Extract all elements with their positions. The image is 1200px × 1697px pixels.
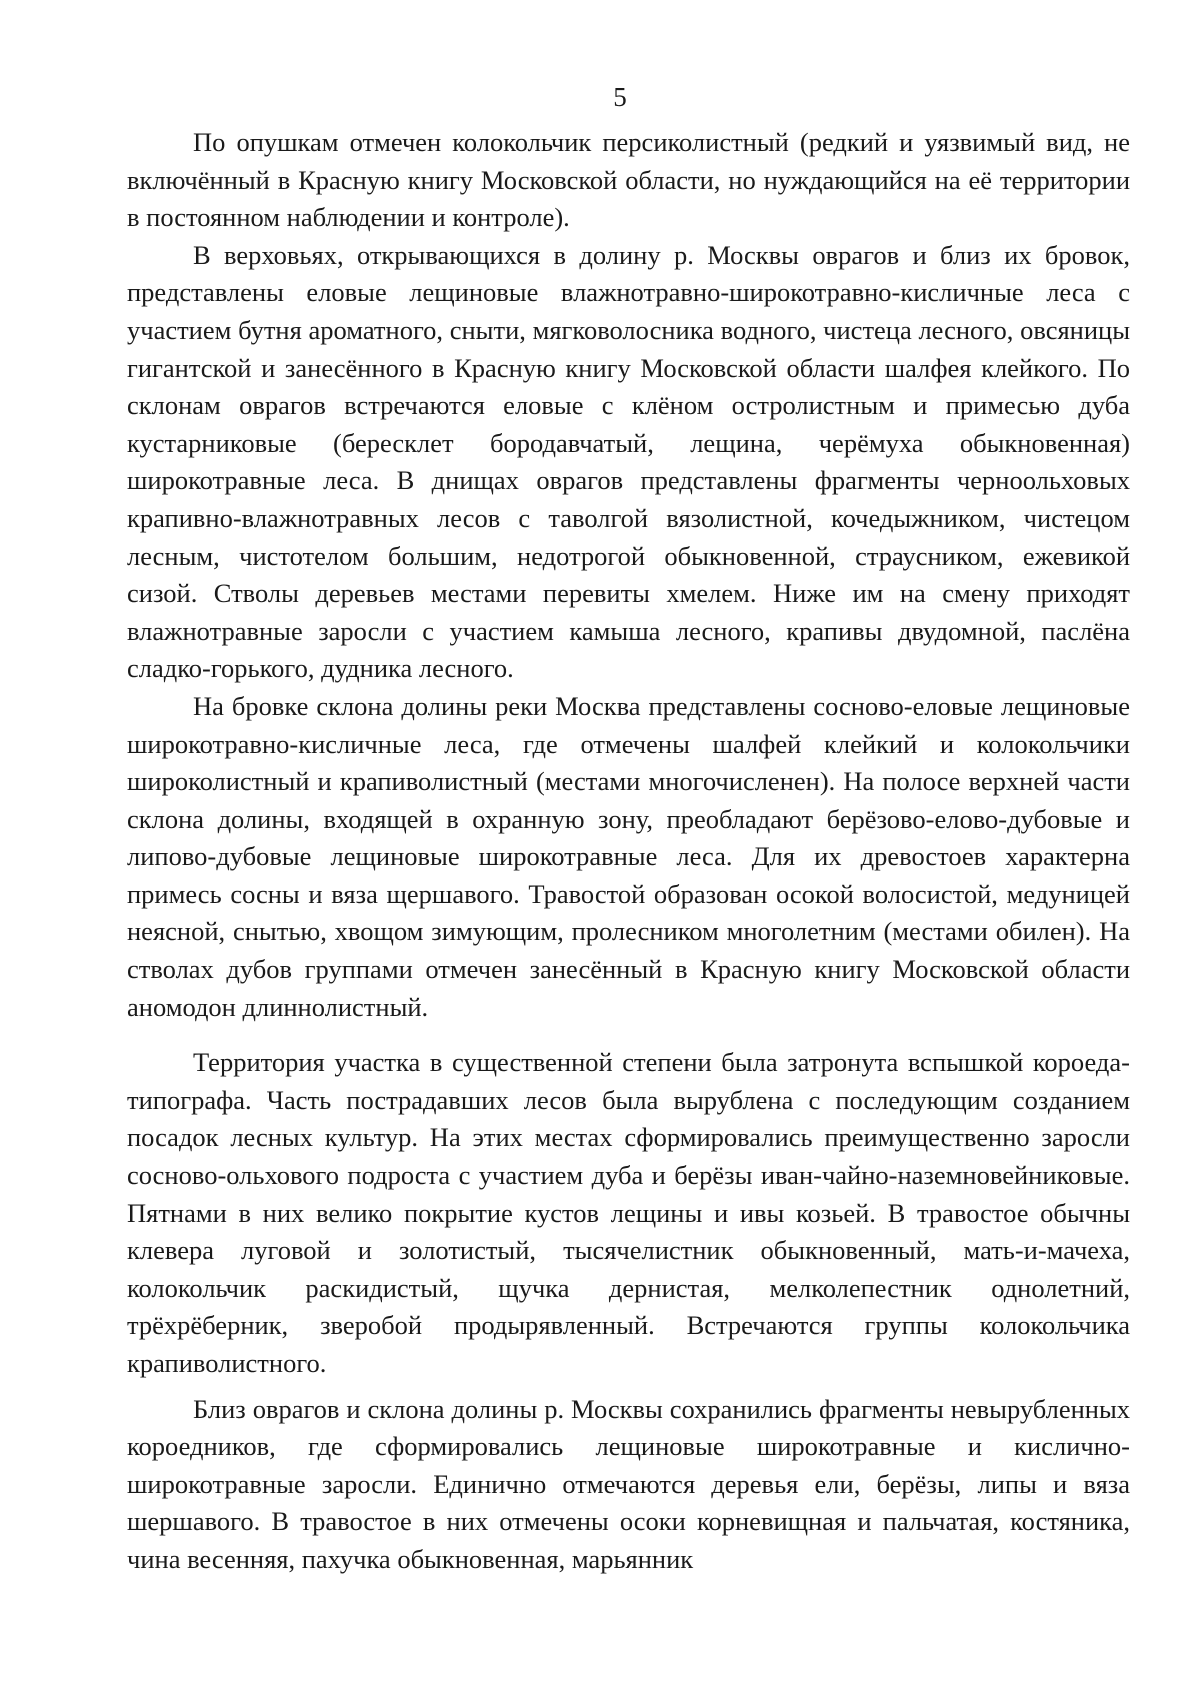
paragraph-unfelled-stands: Близ оврагов и склона долины р. Москвы сохранились фрагменты невырубленных короедников, где сформировались лещиновые широкотравные и кислично-широкотравные заросли. Единично отмечаются деревья ели, берёзы, липы и вяза шершавого. В травостое в них отмечены осоки корневищная и пальчатая, костяника, чина весенняя, пахучка обыкновенная, марьянник [127,1393,1130,1574]
paragraph-ravine-forests: В верховьях, открывающихся в долину р. Москвы оврагов и близ их бровок, представлены еловые лещиновые влажнотравно-широкотравно-кисличные леса с участием бутня ароматного, сныти, мягковолосника водного, чистеца лесного, овсяницы гигантской и занесённого в Красную книгу Московской области шалфея клейкого. По склонам оврагов встречаются еловые с клёном остролистным и примесью дуба кустарниковые (бересклет бородавчатый, лещина, черёмуха обыкновенная) широкотравные леса. В днищах оврагов представлены фрагменты черноольховых крапивно-влажнотравных лесов с таволгой вязолистной, кочедыжником, чистецом лесным, чистотелом большим, недотрогой обыкновенной, страусником, ежевикой сизой. Стволы деревьев местами перевиты хмелем. Ниже им на смену приходят влажнотравные заросли с участием камыша лесного, крапивы двудомной, паслёна сладко-горького, дудника лесного. [127,239,1130,684]
paragraph-valley-slope-forests: На бровке склона долины реки Москва представлены сосново-еловые лещиновые широкотравно-кисличные леса, где отмечены шалфей клейкий и колокольчики широколистный и крапиволистный (местами многочисленен). На полосе верхней части склона долины, входящей в охранную зону, преобладают берёзово-елово-дубовые и липово-дубовые лещиновые широкотравные леса. Для их древостоев характерна примесь сосны и вяза щершавого. Травостой образован осокой волосистой, медуницей неясной, снытью, хвощом зимующим, пролесником многолетним (местами обилен). На стволах дубов группами отмечен занесённый в Красную книгу Московской области аномодон длиннолистный. [127,690,1130,1022]
paragraph-forest-edge-bellflower: По опушкам отмечен колокольчик персиколистный (редкий и уязвимый вид, не включённый в Красную книгу Московской области, но нуждающийся на её территории в постоянном наблюдении и контроле). [127,127,1130,233]
page-number: 5 [613,82,627,112]
document-body [127,124,1130,1579]
paragraph-bark-beetle-damage: Территория участка в существенной степени была затронута вспышкой короеда-типографа. Часть пострадавших лесов была вырублена с последующим созданием посадок лесных культур. На этих местах сформировались преимущественно заросли сосново-ольхового подроста с участием дуба и берёзы иван-чайно-наземновейниковые. Пятнами в них велико покрытие кустов лещины и ивы козьей. В травостое обычны клевера луговой и золотистый, тысячелистник обыкновенный, мать-и-мачеха, колокольчик раскидистый, щучка дернистая, мелколепестник однолетний, трёхрёберник, зверобой продырявленный. Встречаются группы колокольчика крапиволистного. [127,1047,1130,1378]
